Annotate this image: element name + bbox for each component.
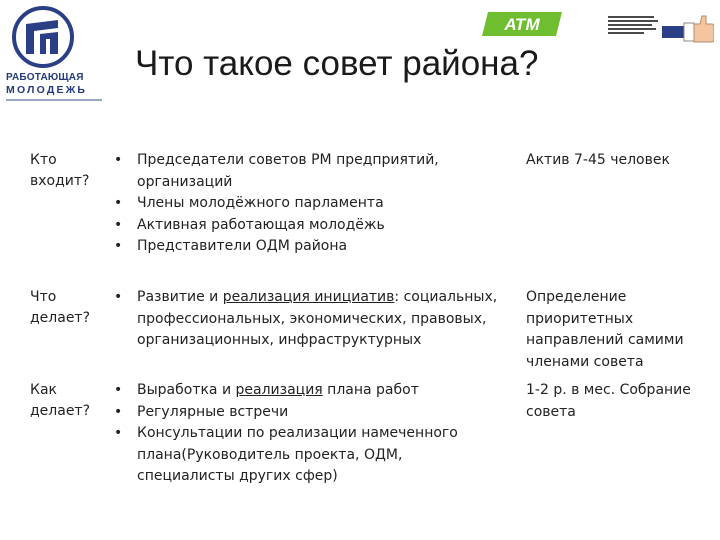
list-item: • Председатели советов РМ предприятий, организаций [114,152,439,190]
right-logo [608,14,714,46]
row-note: 1-2 р. в мес. Собрание совета [526,382,691,420]
atm-logo [482,2,564,38]
list-item: • Представители ОДМ района [114,238,348,254]
thumbs-up-logo-icon [662,14,714,44]
logo-text-line2: МОЛОДЕЖЬ [6,84,88,96]
bullet-list [114,150,514,258]
row-label: Как делает? [30,382,91,419]
pm-logo [6,6,112,106]
bullet-list [114,380,484,488]
pm-logo-icon [12,6,74,68]
row-note: Актив 7-45 человек [526,152,670,168]
list-item: • Активная работающая молодёжь [114,216,385,233]
page-title: Что такое совет района? [135,44,539,83]
bullet-list [114,287,514,352]
list-item: • Консультации по реализации намеченного плана(Руководитель проекта, ОДМ, специалисты других сфер) [114,425,458,484]
logo-underline [6,99,102,101]
row-label: Кто входит? [30,152,90,189]
list-item: • Развитие и реализация инициатив: социальных, профессиональных, экономических, правовых, организационных, инфраструктурных [114,289,498,348]
row-note: Определение приоритетных направлений самими членами совета [526,289,684,370]
list-item: • Члены молодёжного парламента [114,195,384,211]
list-item: • Регулярные встречи [114,403,289,420]
atm-logo-text: АТМ [504,15,540,34]
right-logo-text-lines [608,16,658,36]
row-label: Что делает? [30,289,91,326]
logo-text-line1: РАБОТАЮЩАЯ [6,72,84,83]
list-item: • Выработка и реализация плана работ [114,382,419,398]
atm-logo-icon [482,12,562,36]
